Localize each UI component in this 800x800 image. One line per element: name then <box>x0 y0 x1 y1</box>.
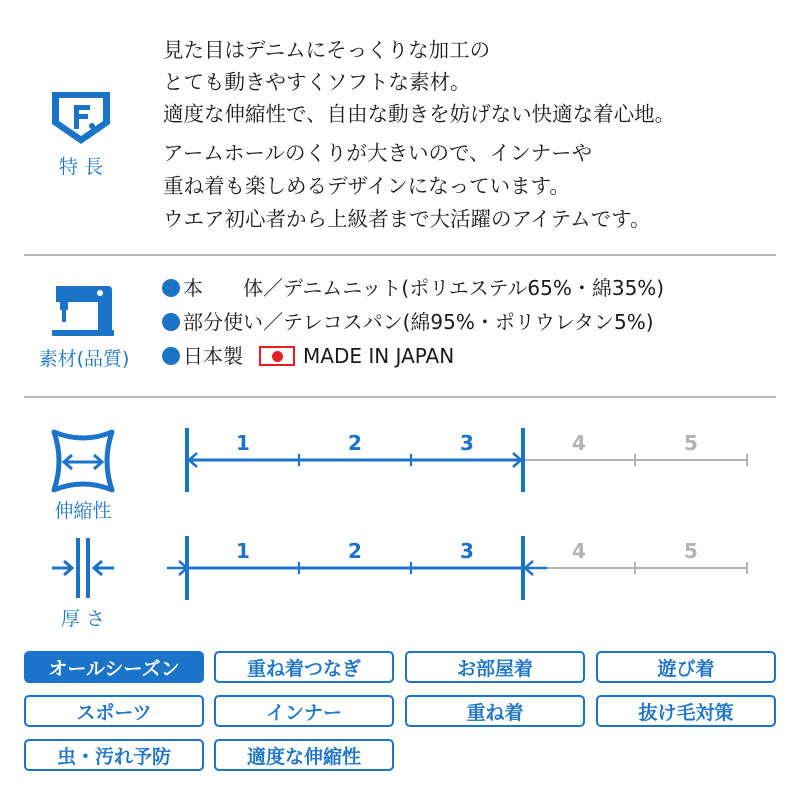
tag-all-season: オールシーズン <box>24 651 204 683</box>
feature-line: 適度な伸縮性で、自由な動きを妨げない快適な着心地。 <box>163 102 676 126</box>
scale-tick-label: 3 <box>460 431 474 455</box>
thickness-label: 厚 さ <box>60 608 106 630</box>
scale-tick-label: 4 <box>572 539 586 563</box>
features-label: 特 長 <box>58 156 104 178</box>
section-divider <box>24 396 776 398</box>
scale-tick-label: 1 <box>236 539 250 563</box>
scale-tick-label: 4 <box>572 431 586 455</box>
tag-shedding-control: 抜け毛対策 <box>596 695 776 727</box>
feature-line: アームホールのくりが大きいので、インナーや <box>163 141 593 165</box>
material-body-line <box>162 273 664 303</box>
feature-line: 見た目はデニムにそっくりな加工の <box>163 38 491 62</box>
material-body-label: 本 体 <box>183 276 263 300</box>
feature-line: とても動きやすくソフトな素材。 <box>163 70 471 94</box>
material-origin-line <box>162 341 454 371</box>
tag-layered-coverall: 重ね着つなぎ <box>214 651 394 683</box>
feature-line: 重ね着も楽しめるデザインになっています。 <box>163 174 570 198</box>
feature-line: ウエア初心者から上級者まで大活躍のアイテムです。 <box>163 207 651 231</box>
stretch-scale <box>150 420 770 500</box>
scale-tick-label: 2 <box>348 431 362 455</box>
material-body-value: ／デニムニット(ポリエステル65%・綿35%) <box>263 276 665 300</box>
bullet-icon <box>162 313 180 331</box>
sewing-machine-icon <box>50 282 116 338</box>
tag-inner: インナー <box>214 695 394 727</box>
tag-sports: スポーツ <box>24 695 204 727</box>
scale-tick-label: 5 <box>684 539 698 563</box>
scale-tick-label: 3 <box>460 539 474 563</box>
made-in-text: MADE IN JAPAN <box>303 344 455 368</box>
bullet-icon <box>162 279 180 297</box>
material-label: 素材(品質) <box>38 348 130 370</box>
section-divider <box>24 254 776 256</box>
tag-layering: 重ね着 <box>405 695 585 727</box>
tag-loungewear: お部屋着 <box>405 651 585 683</box>
tag-moderate-stretch: 適度な伸縮性 <box>214 739 394 771</box>
stretch-label: 伸縮性 <box>54 500 112 522</box>
tag-bug-dirt-protection: 虫・汚れ予防 <box>24 739 204 771</box>
stretch-icon <box>50 428 116 494</box>
tag-playwear: 遊び着 <box>596 651 776 683</box>
material-part-line <box>162 307 654 337</box>
scale-tick-label: 5 <box>684 431 698 455</box>
bullet-icon <box>162 347 180 365</box>
pocket-icon <box>48 88 114 148</box>
scale-tick-label: 2 <box>348 539 362 563</box>
thickness-icon <box>50 536 116 602</box>
origin-text: 日本製 <box>183 344 243 368</box>
thickness-scale <box>150 528 770 608</box>
scale-tick-label: 1 <box>236 431 250 455</box>
material-part-text: 部分使い／テレコスパン(綿95%・ポリウレタン5%) <box>183 310 654 334</box>
japan-flag-icon <box>259 346 295 366</box>
